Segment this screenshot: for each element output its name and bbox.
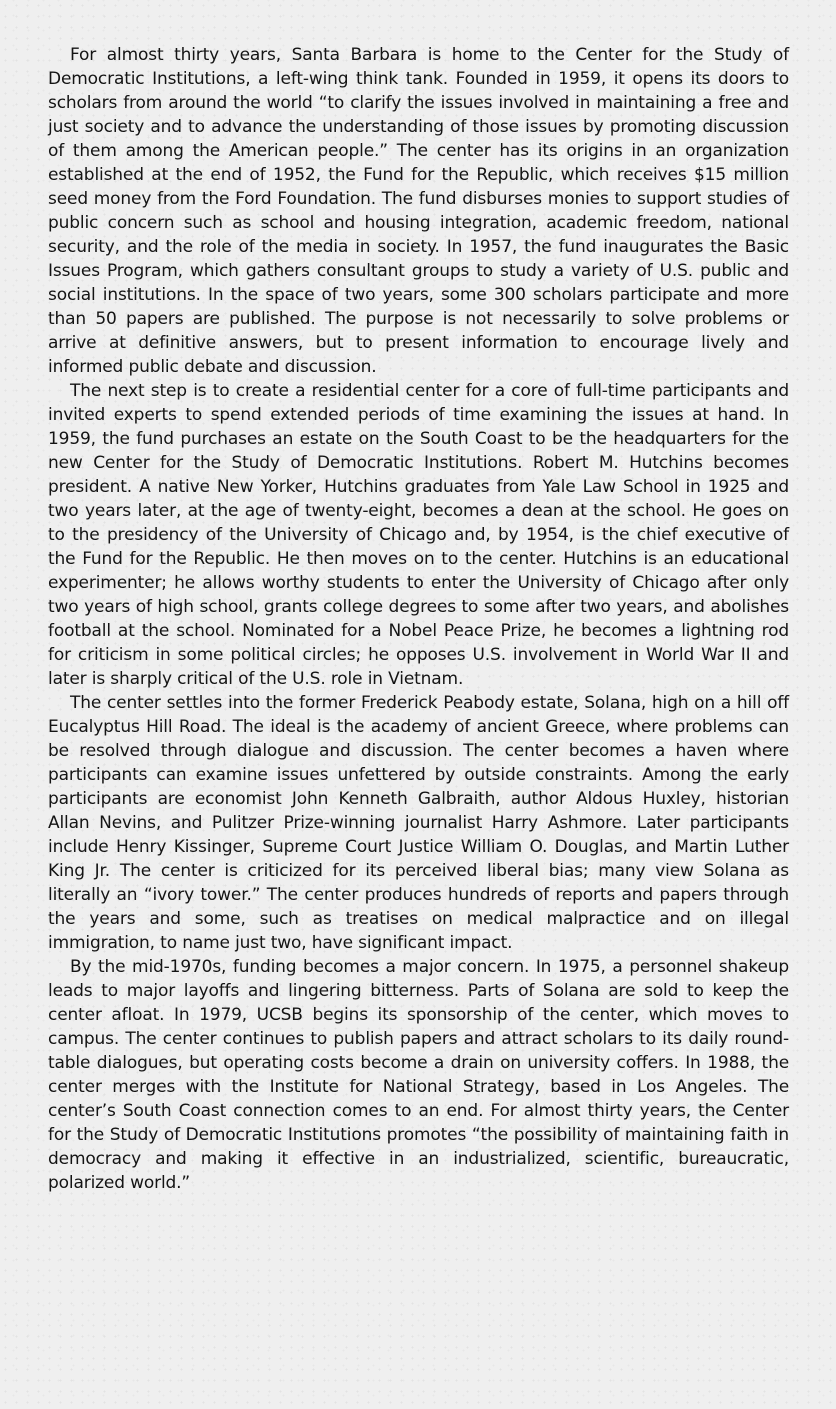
paragraph-2: The next step is to create a residential center for a core of full-time participants and invited experts to spend extended periods of time examining the issues at hand. In 1959, the fund purchases an estate on the South Coast to be the headquarters for the new Center for the Study of Democratic Institutions. Robert M. Hutchins becomes president. A native New Yorker, Hutchins graduates from Yale Law School in 1925 and two years later, at the age of twenty-eight, becomes a dean at the school. He goes on to the presidency of the University of Chicago and, by 1954, is the chief executive of the Fund for the Republic. He then moves on to the center. Hutchins is an educational experimenter; he allows worthy students to enter the University of Chicago after only two years of high school, grants college degrees to some after two years, and abolishes football at the school. Nominated for a Nobel Peace Prize, he becomes a lightning rod for criticism in some political circles; he opposes U.S. involvement in World War II and later is sharply critical of the U.S. role in Vietnam. [48, 381, 789, 689]
paragraph-3: The center settles into the former Frederick Peabody estate, Solana, high on a hill off Eucalyptus Hill Road. The ideal is the academy of ancient Greece, where problems can be resolved through dialogue and discussion. The center becomes a haven where participants can examine issues unfettered by outside constraints. Among the early participants are economist John Kenneth Galbraith, author Aldous Huxley, historian Allan Nevins, and Pulitzer Prize-winning journalist Harry Ashmore. Later participants include Henry Kissinger, Supreme Court Justice William O. Douglas, and Martin Luther King Jr. The center is criticized for its perceived liberal bias; many view Solana as literally an “ivory tower.” The center produces hundreds of reports and papers through the years and some, such as treatises on medical malpractice and on illegal immigration, to name just two, have significant impact. [48, 693, 789, 953]
paragraph-1: For almost thirty years, Santa Barbara is home to the Center for the Study of Democratic Institutions, a left-wing think tank. Founded in 1959, it opens its doors to scholars from around the world “to clarify the issues involved in maintaining a free and just society and to advance the understanding of those issues by promoting discussion of them among the American people.” The center has its origins in an organization established at the end of 1952, the Fund for the Republic, which receives $15 million seed money from the Ford Foundation. The fund disburses monies to support studies of public concern such as school and housing integration, academic freedom, national security, and the role of the media in society. In 1957, the fund inaugurates the Basic Issues Program, which gathers consultant groups to study a variety of U.S. public and social institutions. In the space of two years, some 300 scholars participate and more than 50 papers are published. The purpose is not necessarily to solve problems or arrive at definitive answers, but to present information to encourage lively and informed public debate and discussion. [48, 45, 789, 377]
paragraph-4: By the mid-1970s, funding becomes a major concern. In 1975, a personnel shakeup leads to major layoffs and lingering bitterness. Parts of Solana are sold to keep the center afloat. In 1979, UCSB begins its sponsorship of the center, which moves to campus. The center continues to publish papers and attract scholars to its daily round-table dialogues, but operating costs become a drain on university coffers. In 1988, the center merges with the Institute for National Strategy, based in Los Angeles. The center’s South Coast connection comes to an end. For almost thirty years, the Center for the Study of Democratic Institutions promotes “the possibility of maintaining faith in democracy and making it effective in an industrialized, scientific, bureaucratic, polarized world.” [48, 957, 789, 1193]
